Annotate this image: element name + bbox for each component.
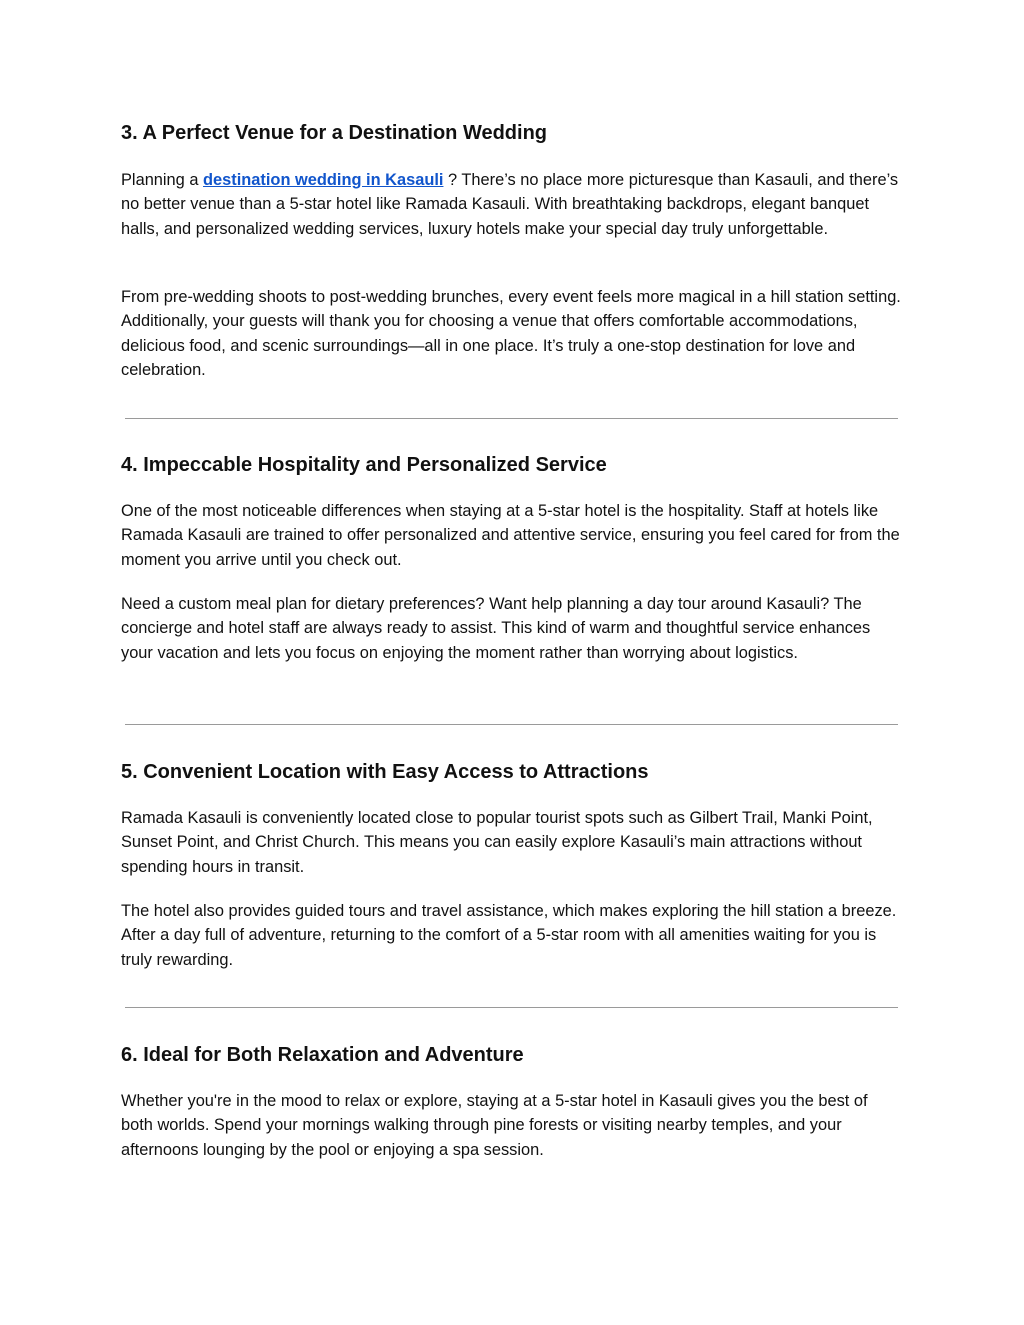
section-5-paragraph-1: Ramada Kasauli is conveniently located close to popular tourist spots such as Gilbert Trail, Manki Point, Sunset Point, and Christ Church. This means you can easily explore Kasauli’s main attractions without spending hours in transit. bbox=[121, 809, 873, 876]
section-5-paragraph-2: The hotel also provides guided tours and travel assistance, which makes exploring the hill station a breeze. After a day full of adventure, returning to the comfort of a 5-star room with all amenities waiting for you is truly rewarding. bbox=[121, 902, 897, 969]
section-3-paragraph-1 bbox=[121, 168, 901, 241]
section-4-heading: 4. Impeccable Hospitality and Personalized Service bbox=[121, 454, 607, 476]
section-6-paragraph-1: Whether you're in the mood to relax or explore, staying at a 5-star hotel in Kasauli gives you the best of both worlds. Spend your mornings walking through pine forests or visiting nearby temples, and your afternoons lounging by the pool or enjoying a spa session. bbox=[121, 1092, 868, 1159]
section-4-paragraph-1: One of the most noticeable differences when staying at a 5-star hotel is the hospitality. Staff at hotels like Ramada Kasauli are trained to offer personalized and attentive service, ensuring you feel cared for from the moment you arrive until you check out. bbox=[121, 502, 900, 569]
destination-wedding-link[interactable]: destination wedding in Kasauli bbox=[203, 171, 444, 189]
section-3-p1-rest: ? There’s no place more picturesque than Kasauli, and there’s no better venue than a 5-star hotel like Ramada Kasauli. With breathtaking backdrops, elegant banquet halls, and personalized wedding services, luxury hotels make your special day truly unforgettable. bbox=[121, 171, 899, 238]
section-divider bbox=[125, 724, 898, 725]
section-4-paragraph-2: Need a custom meal plan for dietary preferences? Want help planning a day tour around Kasauli? The concierge and hotel staff are always ready to assist. This kind of warm and thoughtful service enhances your vacation and lets you focus on enjoying the moment rather than worrying about logistics. bbox=[121, 595, 871, 662]
section-3-p1-lead: Planning a bbox=[121, 171, 204, 189]
section-6-heading: 6. Ideal for Both Relaxation and Adventure bbox=[121, 1044, 524, 1066]
section-3-paragraph-2: From pre-wedding shoots to post-wedding brunches, every event feels more magical in a hill station setting. Additionally, your guests will thank you for choosing a venue that offers comfortable accommodations, delicious food, and scenic surroundings—all in one place. It’s truly a one-stop destination for love and celebration. bbox=[121, 288, 901, 379]
section-5-heading: 5. Convenient Location with Easy Access to Attractions bbox=[121, 761, 649, 783]
section-divider bbox=[125, 1007, 898, 1008]
section-divider bbox=[125, 418, 898, 419]
section-3-heading: 3. A Perfect Venue for a Destination Wedding bbox=[121, 122, 548, 144]
